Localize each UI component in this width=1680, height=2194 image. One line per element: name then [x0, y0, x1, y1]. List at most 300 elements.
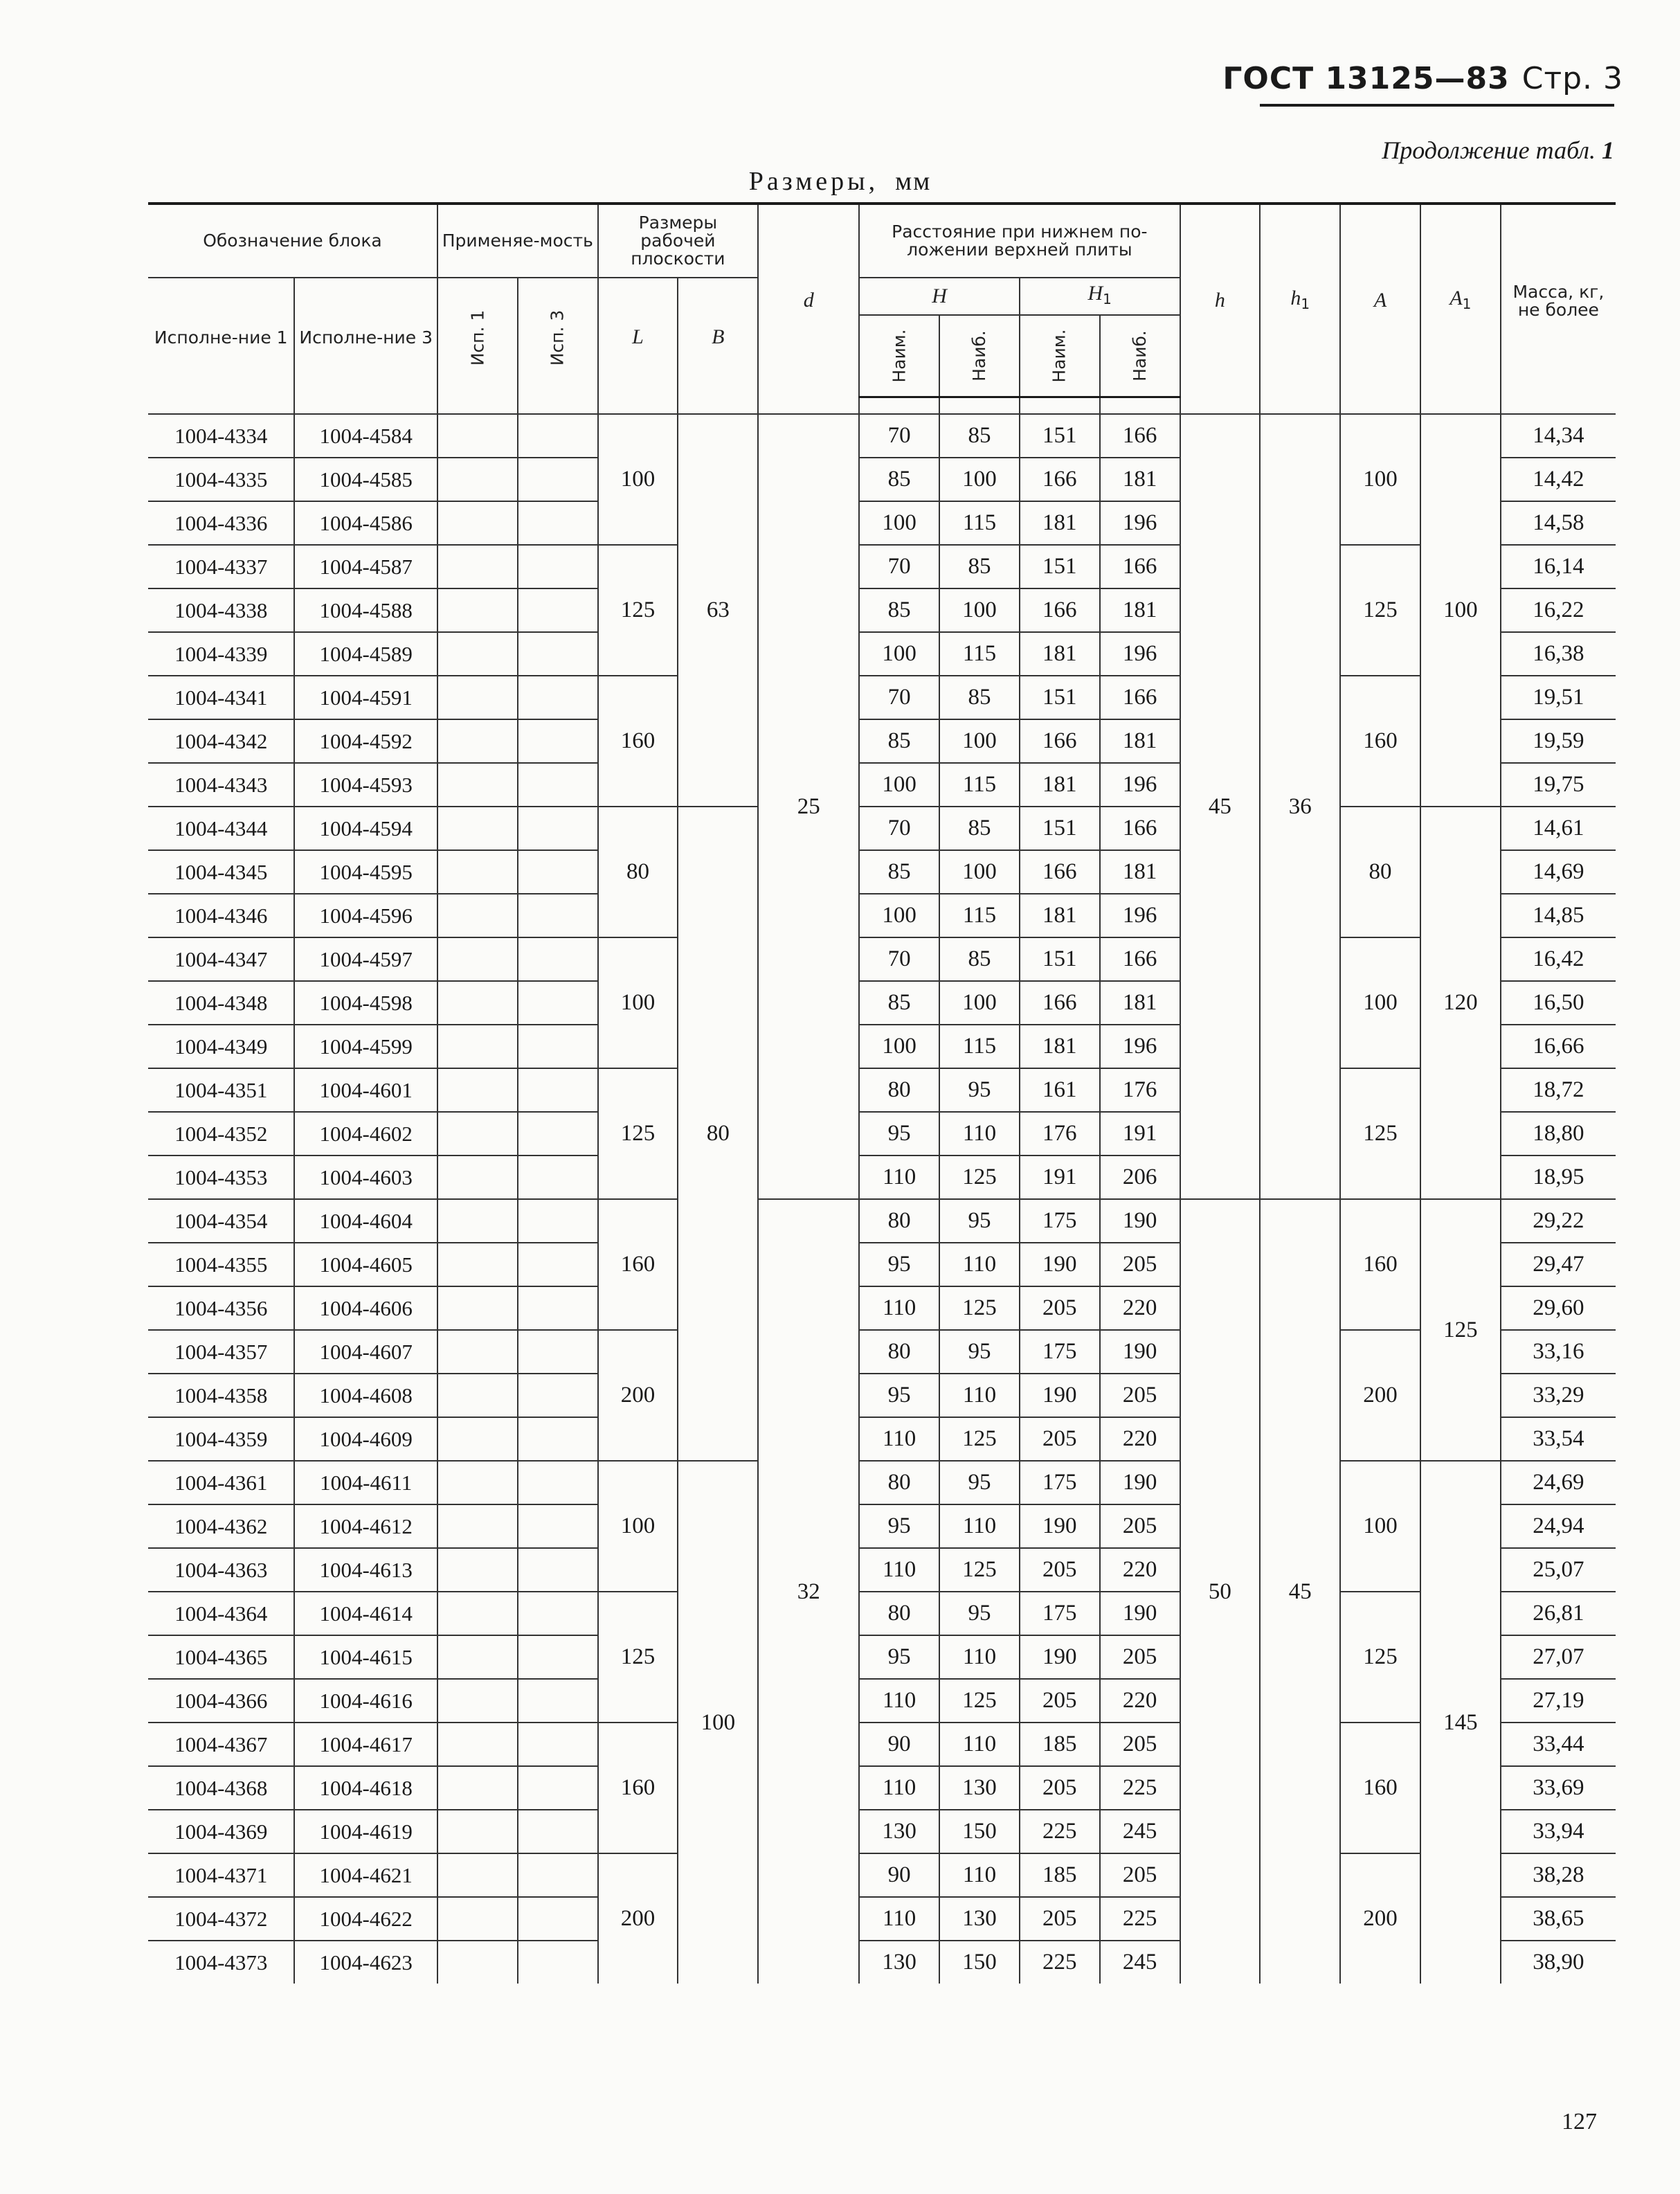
cell-isp3 [518, 1199, 598, 1243]
cell-h1-min: 205 [1020, 1286, 1100, 1330]
cell-a: 160 [1340, 1199, 1420, 1330]
cell-exec3: 1004-4587 [294, 545, 437, 588]
cell-exec1: 1004-4365 [148, 1635, 294, 1679]
cell-l: 160 [598, 1199, 678, 1330]
cell-isp1 [437, 1068, 518, 1112]
cell-isp3 [518, 1592, 598, 1635]
cell-h1-max: 196 [1100, 763, 1180, 807]
cell-h-min: 95 [859, 1504, 939, 1548]
continuation-table-number: 1 [1602, 136, 1614, 164]
cell-isp3 [518, 719, 598, 763]
cell-exec3: 1004-4591 [294, 676, 437, 719]
cell-mass: 16,50 [1501, 981, 1616, 1025]
cell-mass: 33,29 [1501, 1374, 1616, 1417]
cell-h-max: 95 [939, 1199, 1020, 1243]
cell-exec3: 1004-4588 [294, 588, 437, 632]
cell-exec3: 1004-4615 [294, 1635, 437, 1679]
cell-h1-min: 190 [1020, 1243, 1100, 1286]
cell-h-max: 115 [939, 894, 1020, 937]
cell-h-min: 85 [859, 850, 939, 894]
cell-isp3 [518, 1374, 598, 1417]
cell-h-max: 115 [939, 1025, 1020, 1068]
cell-exec1: 1004-4352 [148, 1112, 294, 1156]
cell-exec3: 1004-4609 [294, 1417, 437, 1461]
cell-h1-max: 166 [1100, 807, 1180, 850]
cell-h1-max: 205 [1100, 1635, 1180, 1679]
cell-a1: 125 [1420, 1199, 1501, 1461]
cell-h-min: 130 [859, 1941, 939, 1984]
cell-exec1: 1004-4341 [148, 676, 294, 719]
table-row [148, 1592, 1616, 1635]
cell-isp3 [518, 1635, 598, 1679]
cell-a: 125 [1340, 1068, 1420, 1199]
cell-h1-min: 205 [1020, 1897, 1100, 1941]
cell-h1-max: 220 [1100, 1417, 1180, 1461]
cell-mass: 27,07 [1501, 1635, 1616, 1679]
cell-h1-max: 181 [1100, 850, 1180, 894]
cell-h1-max: 191 [1100, 1112, 1180, 1156]
cell-h-max: 125 [939, 1286, 1020, 1330]
cell-l: 100 [598, 1461, 678, 1592]
col-d: d [758, 204, 859, 397]
cell-h-min: 110 [859, 1156, 939, 1199]
cell-mass: 14,61 [1501, 807, 1616, 850]
cell-h1-min: 175 [1020, 1592, 1100, 1635]
col-applicability: Применяе-мость [437, 204, 598, 278]
standard-number: ГОСТ 13125—83 [1222, 61, 1510, 96]
cell-isp3 [518, 1112, 598, 1156]
cell-l: 100 [598, 414, 678, 545]
cell-isp1 [437, 1592, 518, 1635]
cell-h-max: 95 [939, 1330, 1020, 1374]
cell-mass: 24,69 [1501, 1461, 1616, 1504]
cell-exec1: 1004-4349 [148, 1025, 294, 1068]
cell-isp1 [437, 1941, 518, 1984]
cell-isp1 [437, 1374, 518, 1417]
cell-h1-min: 181 [1020, 632, 1100, 676]
cell-h1-max: 190 [1100, 1461, 1180, 1504]
cell-exec1: 1004-4351 [148, 1068, 294, 1112]
cell-h1-min: 205 [1020, 1417, 1100, 1461]
cell-exec3: 1004-4614 [294, 1592, 437, 1635]
cell-b: 63 [678, 414, 758, 807]
cell-h1-min: 166 [1020, 719, 1100, 763]
cell-h-max: 110 [939, 1374, 1020, 1417]
cell-h-min: 100 [859, 763, 939, 807]
cell-h-max: 100 [939, 458, 1020, 501]
cell-exec1: 1004-4343 [148, 763, 294, 807]
cell-a: 125 [1340, 1592, 1420, 1723]
col-L: L [598, 278, 678, 397]
cell-h-min: 130 [859, 1810, 939, 1853]
cell-exec1: 1004-4362 [148, 1504, 294, 1548]
cell-isp3 [518, 1723, 598, 1766]
cell-isp1 [437, 1897, 518, 1941]
cell-b: 80 [678, 807, 758, 1461]
cell-h-max: 85 [939, 937, 1020, 981]
cell-h1-min: 166 [1020, 981, 1100, 1025]
cell-l: 125 [598, 1592, 678, 1723]
cell-mass: 26,81 [1501, 1592, 1616, 1635]
cell-h1-min: 205 [1020, 1548, 1100, 1592]
cell-h-min: 80 [859, 1330, 939, 1374]
cell-h-max: 110 [939, 1243, 1020, 1286]
table-continuation-note [1382, 136, 1614, 165]
table-row [148, 414, 1616, 458]
cell-exec3: 1004-4617 [294, 1723, 437, 1766]
cell-isp3 [518, 414, 598, 458]
cell-h-min: 100 [859, 632, 939, 676]
cell-exec3: 1004-4616 [294, 1679, 437, 1723]
cell-exec3: 1004-4589 [294, 632, 437, 676]
cell-a: 80 [1340, 807, 1420, 937]
cell-exec3: 1004-4605 [294, 1243, 437, 1286]
standard-header [1222, 61, 1623, 96]
cell-h-min: 110 [859, 1766, 939, 1810]
cell-mass: 14,58 [1501, 501, 1616, 545]
header-gap-row [148, 397, 1616, 415]
cell-h-min: 70 [859, 937, 939, 981]
cell-isp3 [518, 850, 598, 894]
cell-h-max: 130 [939, 1766, 1020, 1810]
cell-exec3: 1004-4606 [294, 1286, 437, 1330]
col-H: H [859, 278, 1020, 315]
cell-mass: 33,16 [1501, 1330, 1616, 1374]
cell-exec1: 1004-4355 [148, 1243, 294, 1286]
cell-exec1: 1004-4335 [148, 458, 294, 501]
cell-h-min: 85 [859, 981, 939, 1025]
cell-h1-max: 220 [1100, 1679, 1180, 1723]
cell-l: 80 [598, 807, 678, 937]
cell-isp1 [437, 501, 518, 545]
cell-h-min: 80 [859, 1068, 939, 1112]
cell-isp1 [437, 1286, 518, 1330]
cell-isp1 [437, 1810, 518, 1853]
cell-a1: 145 [1420, 1461, 1501, 1984]
cell-h-max: 85 [939, 676, 1020, 719]
cell-isp1 [437, 1504, 518, 1548]
cell-mass: 29,60 [1501, 1286, 1616, 1330]
cell-isp1 [437, 1679, 518, 1723]
cell-isp3 [518, 1025, 598, 1068]
cell-isp3 [518, 981, 598, 1025]
cell-exec3: 1004-4603 [294, 1156, 437, 1199]
cell-h1-max: 176 [1100, 1068, 1180, 1112]
table-row [148, 676, 1616, 719]
cell-h1-max: 196 [1100, 501, 1180, 545]
table-row [148, 1330, 1616, 1374]
cell-exec3: 1004-4585 [294, 458, 437, 501]
cell-h1-max: 205 [1100, 1243, 1180, 1286]
cell-h1-min: 175 [1020, 1330, 1100, 1374]
cell-isp3 [518, 1941, 598, 1984]
cell-isp1 [437, 545, 518, 588]
cell-h1-max: 166 [1100, 676, 1180, 719]
cell-isp1 [437, 719, 518, 763]
cell-h-max: 95 [939, 1068, 1020, 1112]
cell-h-max: 125 [939, 1417, 1020, 1461]
cell-h-max: 110 [939, 1112, 1020, 1156]
cell-a1: 120 [1420, 807, 1501, 1199]
cell-isp3 [518, 937, 598, 981]
cell-h-min: 100 [859, 501, 939, 545]
col-H1: $H_1$ [1020, 278, 1180, 315]
cell-h-min: 95 [859, 1112, 939, 1156]
cell-isp1 [437, 807, 518, 850]
cell-isp3 [518, 676, 598, 719]
cell-h-max: 100 [939, 719, 1020, 763]
cell-h1-min: 176 [1020, 1112, 1100, 1156]
cell-isp1 [437, 1548, 518, 1592]
cell-h-max: 95 [939, 1592, 1020, 1635]
cell-mass: 38,28 [1501, 1853, 1616, 1897]
cell-h1-min: 190 [1020, 1635, 1100, 1679]
cell-exec1: 1004-4342 [148, 719, 294, 763]
cell-h1-max: 181 [1100, 981, 1180, 1025]
cell-a: 100 [1340, 414, 1420, 545]
cell-exec1: 1004-4348 [148, 981, 294, 1025]
cell-h1-max: 205 [1100, 1723, 1180, 1766]
cell-mass: 19,59 [1501, 719, 1616, 763]
cell-h1-min: 151 [1020, 937, 1100, 981]
cell-isp3 [518, 1068, 598, 1112]
table-row [148, 807, 1616, 850]
cell-h-min: 80 [859, 1592, 939, 1635]
cell-exec1: 1004-4372 [148, 1897, 294, 1941]
table-row [148, 1199, 1616, 1243]
cell-isp1 [437, 763, 518, 807]
cell-mass: 18,80 [1501, 1112, 1616, 1156]
cell-exec3: 1004-4595 [294, 850, 437, 894]
cell-exec1: 1004-4346 [148, 894, 294, 937]
cell-h1-min: 205 [1020, 1679, 1100, 1723]
cell-h1-min: 225 [1020, 1810, 1100, 1853]
col-H1-max: Наиб. [1100, 315, 1180, 397]
cell-isp1 [437, 981, 518, 1025]
cell-isp1 [437, 1330, 518, 1374]
cell-isp1 [437, 458, 518, 501]
cell-isp1 [437, 632, 518, 676]
cell-isp3 [518, 632, 598, 676]
cell-h: 50 [1180, 1199, 1261, 1984]
cell-h-min: 100 [859, 894, 939, 937]
cell-isp3 [518, 458, 598, 501]
cell-h-max: 85 [939, 414, 1020, 458]
cell-h1-min: 190 [1020, 1374, 1100, 1417]
cell-isp1 [437, 1853, 518, 1897]
table-row [148, 1723, 1616, 1766]
cell-h1-max: 181 [1100, 719, 1180, 763]
cell-h-min: 70 [859, 807, 939, 850]
cell-mass: 16,38 [1501, 632, 1616, 676]
cell-h-max: 85 [939, 545, 1020, 588]
cell-isp1 [437, 1156, 518, 1199]
cell-l: 160 [598, 1723, 678, 1853]
cell-mass: 38,90 [1501, 1941, 1616, 1984]
col-H-min: Наим. [859, 315, 939, 397]
cell-mass: 19,75 [1501, 763, 1616, 807]
cell-mass: 38,65 [1501, 1897, 1616, 1941]
cell-exec1: 1004-4358 [148, 1374, 294, 1417]
table-row [148, 1068, 1616, 1112]
cell-h1-min: 205 [1020, 1766, 1100, 1810]
cell-exec3: 1004-4601 [294, 1068, 437, 1112]
cell-exec3: 1004-4593 [294, 763, 437, 807]
cell-h-min: 70 [859, 676, 939, 719]
cell-isp1 [437, 894, 518, 937]
cell-h-min: 85 [859, 719, 939, 763]
cell-isp3 [518, 1461, 598, 1504]
cell-h1-min: 151 [1020, 807, 1100, 850]
cell-exec1: 1004-4336 [148, 501, 294, 545]
cell-h1-max: 196 [1100, 1025, 1180, 1068]
cell-isp3 [518, 894, 598, 937]
cell-isp3 [518, 1156, 598, 1199]
cell-exec3: 1004-4607 [294, 1330, 437, 1374]
cell-exec3: 1004-4619 [294, 1810, 437, 1853]
cell-exec1: 1004-4337 [148, 545, 294, 588]
cell-isp3 [518, 545, 598, 588]
cell-exec1: 1004-4338 [148, 588, 294, 632]
cell-h1-max: 245 [1100, 1941, 1180, 1984]
cell-exec3: 1004-4612 [294, 1504, 437, 1548]
cell-h1-max: 205 [1100, 1374, 1180, 1417]
caption-title: Размеры, [748, 167, 879, 196]
cell-l: 100 [598, 937, 678, 1068]
cell-h-max: 125 [939, 1679, 1020, 1723]
cell-l: 160 [598, 676, 678, 807]
col-h1: $h_1$ [1260, 204, 1340, 397]
cell-h1-min: 191 [1020, 1156, 1100, 1199]
cell-h1-max: 206 [1100, 1156, 1180, 1199]
cell-exec1: 1004-4361 [148, 1461, 294, 1504]
cell-isp3 [518, 1243, 598, 1286]
cell-h-max: 110 [939, 1504, 1020, 1548]
cell-h1-min: 166 [1020, 588, 1100, 632]
cell-l: 125 [598, 1068, 678, 1199]
cell-h1-min: 151 [1020, 414, 1100, 458]
cell-h1-min: 175 [1020, 1461, 1100, 1504]
cell-mass: 16,22 [1501, 588, 1616, 632]
dimensions-table [148, 202, 1616, 1984]
cell-h-min: 95 [859, 1243, 939, 1286]
cell-exec3: 1004-4584 [294, 414, 437, 458]
cell-exec3: 1004-4602 [294, 1112, 437, 1156]
cell-mass: 27,19 [1501, 1679, 1616, 1723]
cell-isp3 [518, 501, 598, 545]
cell-h1-max: 225 [1100, 1766, 1180, 1810]
cell-b: 100 [678, 1461, 758, 1984]
cell-h-max: 125 [939, 1548, 1020, 1592]
table-row [148, 1461, 1616, 1504]
col-work-surface: Размеры рабочей плоскости [598, 204, 759, 278]
cell-mass: 18,72 [1501, 1068, 1616, 1112]
cell-isp3 [518, 807, 598, 850]
cell-h-min: 70 [859, 414, 939, 458]
cell-h1-min: 181 [1020, 1025, 1100, 1068]
cell-h-min: 85 [859, 588, 939, 632]
cell-h1-max: 220 [1100, 1548, 1180, 1592]
col-isp1: Исп. 1 [437, 278, 518, 397]
table-row [148, 545, 1616, 588]
cell-exec3: 1004-4622 [294, 1897, 437, 1941]
cell-h-min: 95 [859, 1374, 939, 1417]
cell-a: 100 [1340, 937, 1420, 1068]
cell-exec3: 1004-4594 [294, 807, 437, 850]
col-A: A [1340, 204, 1420, 397]
cell-exec3: 1004-4623 [294, 1941, 437, 1984]
cell-isp3 [518, 1766, 598, 1810]
col-block-designation: Обозначение блока [148, 204, 437, 278]
cell-h-max: 100 [939, 850, 1020, 894]
cell-exec1: 1004-4334 [148, 414, 294, 458]
cell-mass: 14,34 [1501, 414, 1616, 458]
cell-exec3: 1004-4598 [294, 981, 437, 1025]
cell-isp3 [518, 1810, 598, 1853]
cell-a: 200 [1340, 1853, 1420, 1984]
dimensions-table-wrap [148, 202, 1616, 1984]
cell-h1-max: 166 [1100, 414, 1180, 458]
cell-h-max: 150 [939, 1810, 1020, 1853]
cell-isp1 [437, 1461, 518, 1504]
cell-mass: 16,42 [1501, 937, 1616, 981]
cell-exec1: 1004-4363 [148, 1548, 294, 1592]
cell-h-min: 90 [859, 1723, 939, 1766]
cell-h-min: 110 [859, 1417, 939, 1461]
cell-isp1 [437, 1417, 518, 1461]
cell-h-min: 85 [859, 458, 939, 501]
cell-h-max: 100 [939, 981, 1020, 1025]
cell-h-min: 110 [859, 1548, 939, 1592]
cell-h1: 36 [1260, 414, 1340, 1199]
cell-isp1 [437, 676, 518, 719]
cell-exec1: 1004-4347 [148, 937, 294, 981]
cell-h1-min: 190 [1020, 1504, 1100, 1548]
continuation-text: Продолжение табл. [1382, 136, 1596, 164]
cell-exec1: 1004-4366 [148, 1679, 294, 1723]
table-caption [0, 166, 1680, 197]
cell-mass: 33,94 [1501, 1810, 1616, 1853]
cell-isp1 [437, 850, 518, 894]
cell-isp1 [437, 1243, 518, 1286]
cell-mass: 33,69 [1501, 1766, 1616, 1810]
cell-exec3: 1004-4611 [294, 1461, 437, 1504]
cell-h1-max: 166 [1100, 937, 1180, 981]
cell-isp1 [437, 588, 518, 632]
cell-h-max: 115 [939, 632, 1020, 676]
cell-mass: 33,54 [1501, 1417, 1616, 1461]
cell-mass: 14,85 [1501, 894, 1616, 937]
cell-exec1: 1004-4344 [148, 807, 294, 850]
cell-h1-max: 245 [1100, 1810, 1180, 1853]
cell-a: 100 [1340, 1461, 1420, 1592]
cell-a1: 100 [1420, 414, 1501, 807]
cell-isp3 [518, 588, 598, 632]
cell-h1-max: 205 [1100, 1504, 1180, 1548]
cell-h-min: 80 [859, 1461, 939, 1504]
cell-l: 200 [598, 1330, 678, 1461]
col-A1: $A_1$ [1420, 204, 1501, 397]
cell-exec1: 1004-4356 [148, 1286, 294, 1330]
cell-h: 45 [1180, 414, 1261, 1199]
cell-h1-max: 190 [1100, 1199, 1180, 1243]
cell-h1-min: 185 [1020, 1853, 1100, 1897]
cell-h1-min: 151 [1020, 676, 1100, 719]
col-distance: Расстояние при нижнем по-ложении верхней плиты [859, 204, 1180, 278]
cell-h1-min: 181 [1020, 763, 1100, 807]
cell-l: 125 [598, 545, 678, 676]
col-H1-min: Наим. [1020, 315, 1100, 397]
